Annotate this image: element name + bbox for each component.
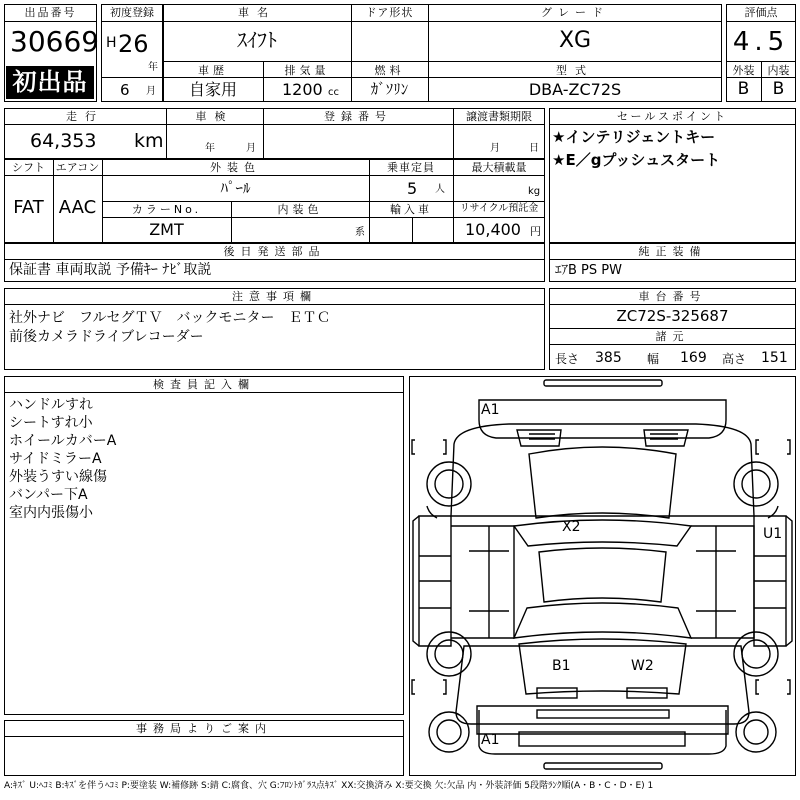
capacity: 5	[407, 179, 418, 198]
transfer-label: 譲渡書類期限	[466, 110, 532, 123]
office-label: 事務局よりご案内	[136, 722, 272, 735]
car-diagram	[409, 376, 796, 776]
parts-value: 保証書 車両取説 予備ｷｰ ﾅﾋﾞ取説	[9, 262, 212, 278]
notes-label: 注意事項欄	[232, 290, 317, 303]
history: 自家用	[188, 80, 237, 99]
car-name: ｽｲﾌﾄ	[237, 28, 277, 52]
length-label: 長さ	[555, 352, 580, 366]
ext-color-label: 外装色	[210, 161, 261, 174]
grade-label: グレード	[541, 6, 609, 19]
insp-month-unit: 月	[246, 143, 256, 154]
int-color-label: 内装色	[277, 203, 323, 216]
inspector-line: ホイールカバーA	[9, 433, 117, 449]
inspector-line: 室内内張傷小	[9, 505, 93, 521]
inspector-line: バンパー下A	[9, 487, 88, 503]
ac: AAC	[58, 197, 97, 218]
era: H	[106, 35, 117, 51]
color-no-label: カラーNo.	[131, 203, 202, 216]
recycle-unit: 円	[530, 225, 541, 238]
car-name-label: 車名	[238, 6, 276, 19]
displacement-unit: cc	[328, 87, 339, 98]
transfer-month-unit: 月	[490, 143, 500, 154]
inspection-label: 車検	[195, 110, 234, 123]
month-unit: 月	[146, 86, 156, 97]
damage-mark: X2	[562, 519, 581, 535]
displacement-label: 排気量	[284, 64, 330, 77]
capacity-label: 乗車定員	[387, 161, 435, 174]
notes-line-1: 社外ナビ フルセグＴＶ バックモニター ＥＴＣ	[9, 310, 331, 326]
exterior-label: 外装	[732, 64, 755, 77]
capacity-unit: 人	[435, 184, 445, 195]
inspector-line: 外装うすい線傷	[9, 469, 107, 485]
score: 4.5	[732, 27, 790, 57]
equip-value: ｴｱB PS PW	[555, 263, 622, 278]
ac-label: エアコン	[55, 161, 100, 174]
damage-mark: U1	[763, 526, 783, 542]
score-label: 評価点	[744, 6, 778, 19]
first-reg-label: 初度登録	[110, 6, 154, 19]
import-label: 輸入車	[390, 203, 432, 216]
height: 151	[761, 350, 788, 366]
grade: XG	[558, 28, 592, 53]
shift-label: シフト	[12, 161, 45, 174]
insp-year-unit: 年	[205, 143, 215, 154]
int-color-unit: 系	[355, 227, 365, 238]
recycle: 10,400	[465, 220, 521, 239]
inspector-label: 検査員記入欄	[153, 378, 255, 391]
length: 385	[595, 350, 622, 366]
lot-label: 出品番号	[24, 6, 77, 19]
lot-number: 30669	[10, 25, 100, 58]
legend: A:ｷｽﾞ U:ﾍｺﾐ B:ｷｽﾞを伴うﾍｺﾐ P:要塗装 W:補修跡 S:錆 C:腐食、穴 G:ﾌﾛﾝﾄｶﾞﾗｽ点ｷｽﾞ XX:交換済み X:要交換 欠:欠品 内・外装評価 5段階ﾗﾝｸ順(A・B・C・D・E) 1	[4, 781, 654, 791]
displacement: 1200	[282, 80, 323, 99]
chassis: ZC72S-325687	[616, 307, 729, 325]
model-label: 型式	[556, 64, 594, 77]
chassis-label: 車台番号	[638, 290, 707, 303]
color-no: ZMT	[149, 220, 184, 239]
inspector-line: サイドミラーA	[9, 451, 102, 467]
sales-label: セールスポイント	[616, 110, 728, 123]
recycle-label: リサイクル預託金	[459, 203, 539, 214]
shift: FAT	[13, 197, 44, 218]
interior-label: 内装	[767, 64, 790, 77]
damage-mark: B1	[552, 658, 571, 674]
fuel: ｶﾞｿﾘﾝ	[370, 80, 409, 98]
reg-month: 6	[120, 81, 130, 99]
notes-line-2: 前後カメラドライブレコーダー	[9, 329, 204, 345]
dims-label: 諸元	[655, 330, 690, 343]
width-label: 幅	[647, 352, 660, 366]
fuel-label: 燃料	[374, 64, 405, 77]
transfer-day-unit: 日	[529, 143, 539, 154]
mileage: 64,353	[30, 130, 97, 152]
width: 169	[680, 350, 707, 366]
model: DBA-ZC72S	[528, 80, 622, 99]
reg-no-label: 登録番号	[324, 110, 392, 123]
inspector-list	[9, 396, 116, 522]
exterior-grade: B	[737, 79, 750, 99]
sales-point-1: ★インテリジェントキー	[552, 128, 716, 146]
mileage-unit: km	[134, 130, 164, 152]
ext-color: ﾊﾟｰﾙ	[220, 179, 251, 197]
inspector-line: ハンドルすれ	[9, 397, 93, 413]
year-unit: 年	[148, 62, 158, 73]
reg-year: 26	[118, 30, 149, 58]
mileage-label: 走行	[66, 110, 104, 123]
damage-mark: A1	[481, 732, 500, 748]
first-listing-badge: 初出品	[6, 66, 94, 99]
equip-label: 純正装備	[638, 245, 707, 258]
inspector-line: シートすれ小	[9, 415, 93, 431]
door-label: ドア形状	[365, 6, 414, 19]
parts-label: 後日発送部品	[223, 245, 326, 258]
history-label: 車歴	[198, 64, 228, 77]
max-load-label: 最大積載量	[471, 161, 527, 174]
sales-point-2: ★E／gプッシュスタート	[552, 151, 721, 169]
height-label: 高さ	[722, 352, 747, 366]
damage-mark: A1	[481, 402, 500, 418]
max-load-unit: kg	[528, 186, 541, 197]
damage-mark: W2	[631, 658, 654, 674]
interior-grade: B	[772, 79, 785, 99]
